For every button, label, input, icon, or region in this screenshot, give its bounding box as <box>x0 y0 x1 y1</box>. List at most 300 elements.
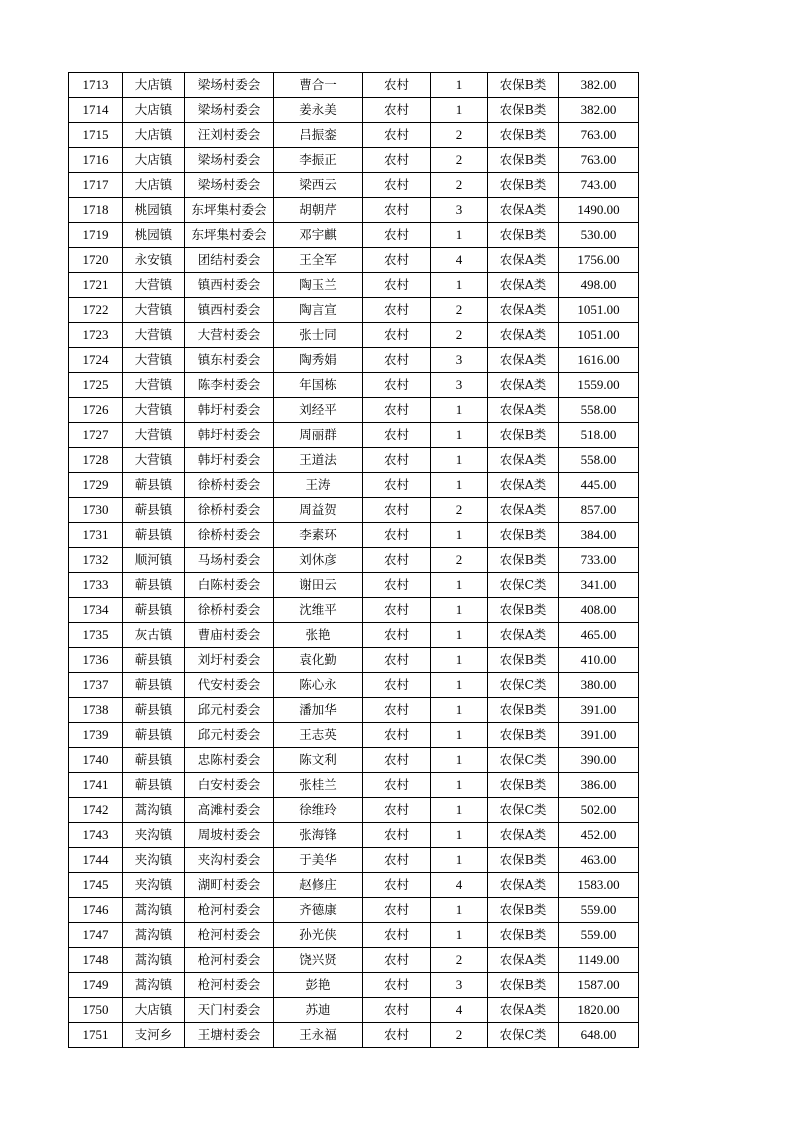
table-row <box>69 448 639 473</box>
name-cell: 谢田云 <box>274 573 363 598</box>
village-committee-cell: 镇西村委会 <box>185 273 274 298</box>
household-size-cell: 1 <box>431 798 488 823</box>
name-cell: 王道法 <box>274 448 363 473</box>
village-committee-cell: 枪河村委会 <box>185 898 274 923</box>
amount-cell: 391.00 <box>559 698 639 723</box>
name-cell: 王全军 <box>274 248 363 273</box>
household-type-cell: 农村 <box>363 973 431 998</box>
town-cell: 大店镇 <box>123 173 185 198</box>
serial-number-cell: 1744 <box>69 848 123 873</box>
table-row <box>69 223 639 248</box>
insurance-category-cell: 农保B类 <box>488 73 559 98</box>
amount-cell: 498.00 <box>559 273 639 298</box>
town-cell: 蕲县镇 <box>123 723 185 748</box>
village-committee-cell: 代安村委会 <box>185 673 274 698</box>
household-size-cell: 1 <box>431 423 488 448</box>
amount-cell: 384.00 <box>559 523 639 548</box>
amount-cell: 382.00 <box>559 73 639 98</box>
household-type-cell: 农村 <box>363 448 431 473</box>
table-row <box>69 148 639 173</box>
amount-cell: 463.00 <box>559 848 639 873</box>
household-size-cell: 1 <box>431 273 488 298</box>
insurance-category-cell: 农保B类 <box>488 548 559 573</box>
village-committee-cell: 韩圩村委会 <box>185 448 274 473</box>
amount-cell: 558.00 <box>559 448 639 473</box>
table-row <box>69 273 639 298</box>
village-committee-cell: 白安村委会 <box>185 773 274 798</box>
serial-number-cell: 1751 <box>69 1023 123 1048</box>
household-size-cell: 1 <box>431 573 488 598</box>
table-row <box>69 698 639 723</box>
village-committee-cell: 徐桥村委会 <box>185 473 274 498</box>
table-row <box>69 548 639 573</box>
table-row <box>69 73 639 98</box>
table-row <box>69 973 639 998</box>
village-committee-cell: 白陈村委会 <box>185 573 274 598</box>
household-type-cell: 农村 <box>363 873 431 898</box>
household-type-cell: 农村 <box>363 573 431 598</box>
serial-number-cell: 1731 <box>69 523 123 548</box>
town-cell: 大店镇 <box>123 148 185 173</box>
village-committee-cell: 韩圩村委会 <box>185 398 274 423</box>
name-cell: 徐维玲 <box>274 798 363 823</box>
village-committee-cell: 湖町村委会 <box>185 873 274 898</box>
amount-cell: 648.00 <box>559 1023 639 1048</box>
roster-table <box>68 72 639 1048</box>
insurance-category-cell: 农保A类 <box>488 498 559 523</box>
town-cell: 夹沟镇 <box>123 823 185 848</box>
household-size-cell: 1 <box>431 698 488 723</box>
insurance-category-cell: 农保A类 <box>488 348 559 373</box>
village-committee-cell: 邱元村委会 <box>185 698 274 723</box>
town-cell: 大营镇 <box>123 373 185 398</box>
serial-number-cell: 1748 <box>69 948 123 973</box>
insurance-category-cell: 农保C类 <box>488 1023 559 1048</box>
town-cell: 大营镇 <box>123 398 185 423</box>
town-cell: 大营镇 <box>123 273 185 298</box>
name-cell: 梁西云 <box>274 173 363 198</box>
name-cell: 袁化勤 <box>274 648 363 673</box>
name-cell: 齐德康 <box>274 898 363 923</box>
name-cell: 陈文利 <box>274 748 363 773</box>
name-cell: 饶兴贤 <box>274 948 363 973</box>
household-type-cell: 农村 <box>363 473 431 498</box>
name-cell: 吕振銮 <box>274 123 363 148</box>
household-type-cell: 农村 <box>363 373 431 398</box>
village-committee-cell: 徐桥村委会 <box>185 498 274 523</box>
village-committee-cell: 陈李村委会 <box>185 373 274 398</box>
household-type-cell: 农村 <box>363 773 431 798</box>
name-cell: 周益贺 <box>274 498 363 523</box>
name-cell: 赵修庄 <box>274 873 363 898</box>
insurance-category-cell: 农保B类 <box>488 598 559 623</box>
town-cell: 顺河镇 <box>123 548 185 573</box>
table-row <box>69 598 639 623</box>
serial-number-cell: 1718 <box>69 198 123 223</box>
household-size-cell: 2 <box>431 148 488 173</box>
town-cell: 蕲县镇 <box>123 773 185 798</box>
household-type-cell: 农村 <box>363 723 431 748</box>
insurance-category-cell: 农保A类 <box>488 998 559 1023</box>
household-size-cell: 3 <box>431 973 488 998</box>
village-committee-cell: 徐桥村委会 <box>185 598 274 623</box>
village-committee-cell: 汪刘村委会 <box>185 123 274 148</box>
village-committee-cell: 枪河村委会 <box>185 973 274 998</box>
table-row <box>69 723 639 748</box>
table-row <box>69 123 639 148</box>
village-committee-cell: 枪河村委会 <box>185 923 274 948</box>
serial-number-cell: 1717 <box>69 173 123 198</box>
name-cell: 陈心永 <box>274 673 363 698</box>
table-row <box>69 473 639 498</box>
town-cell: 大店镇 <box>123 123 185 148</box>
household-type-cell: 农村 <box>363 123 431 148</box>
amount-cell: 559.00 <box>559 898 639 923</box>
household-size-cell: 4 <box>431 998 488 1023</box>
household-size-cell: 1 <box>431 723 488 748</box>
serial-number-cell: 1739 <box>69 723 123 748</box>
town-cell: 大营镇 <box>123 423 185 448</box>
village-committee-cell: 镇西村委会 <box>185 298 274 323</box>
table-row <box>69 1023 639 1048</box>
town-cell: 蒿沟镇 <box>123 798 185 823</box>
serial-number-cell: 1747 <box>69 923 123 948</box>
household-type-cell: 农村 <box>363 598 431 623</box>
amount-cell: 341.00 <box>559 573 639 598</box>
town-cell: 蕲县镇 <box>123 748 185 773</box>
name-cell: 李振正 <box>274 148 363 173</box>
table-row <box>69 348 639 373</box>
town-cell: 灰古镇 <box>123 623 185 648</box>
household-size-cell: 2 <box>431 948 488 973</box>
amount-cell: 391.00 <box>559 723 639 748</box>
name-cell: 陶玉兰 <box>274 273 363 298</box>
household-type-cell: 农村 <box>363 923 431 948</box>
table-row <box>69 198 639 223</box>
amount-cell: 1820.00 <box>559 998 639 1023</box>
town-cell: 大营镇 <box>123 323 185 348</box>
amount-cell: 1051.00 <box>559 323 639 348</box>
amount-cell: 1616.00 <box>559 348 639 373</box>
amount-cell: 1583.00 <box>559 873 639 898</box>
insurance-category-cell: 农保A类 <box>488 623 559 648</box>
town-cell: 永安镇 <box>123 248 185 273</box>
serial-number-cell: 1730 <box>69 498 123 523</box>
household-type-cell: 农村 <box>363 198 431 223</box>
household-type-cell: 农村 <box>363 823 431 848</box>
town-cell: 大营镇 <box>123 448 185 473</box>
household-type-cell: 农村 <box>363 898 431 923</box>
household-type-cell: 农村 <box>363 148 431 173</box>
town-cell: 桃园镇 <box>123 223 185 248</box>
village-committee-cell: 梁场村委会 <box>185 73 274 98</box>
town-cell: 蕲县镇 <box>123 648 185 673</box>
serial-number-cell: 1742 <box>69 798 123 823</box>
household-type-cell: 农村 <box>363 948 431 973</box>
insurance-category-cell: 农保B类 <box>488 848 559 873</box>
table-row <box>69 248 639 273</box>
village-committee-cell: 梁场村委会 <box>185 98 274 123</box>
household-type-cell: 农村 <box>363 698 431 723</box>
table-row <box>69 173 639 198</box>
insurance-category-cell: 农保A类 <box>488 248 559 273</box>
name-cell: 邓宇麒 <box>274 223 363 248</box>
serial-number-cell: 1722 <box>69 298 123 323</box>
town-cell: 蒿沟镇 <box>123 898 185 923</box>
amount-cell: 465.00 <box>559 623 639 648</box>
household-size-cell: 2 <box>431 298 488 323</box>
name-cell: 胡朝芹 <box>274 198 363 223</box>
serial-number-cell: 1729 <box>69 473 123 498</box>
household-size-cell: 3 <box>431 348 488 373</box>
amount-cell: 502.00 <box>559 798 639 823</box>
serial-number-cell: 1734 <box>69 598 123 623</box>
amount-cell: 1587.00 <box>559 973 639 998</box>
village-committee-cell: 徐桥村委会 <box>185 523 274 548</box>
household-size-cell: 1 <box>431 623 488 648</box>
town-cell: 支河乡 <box>123 1023 185 1048</box>
household-type-cell: 农村 <box>363 398 431 423</box>
insurance-category-cell: 农保A类 <box>488 473 559 498</box>
table-row <box>69 773 639 798</box>
name-cell: 沈维平 <box>274 598 363 623</box>
table-row <box>69 948 639 973</box>
amount-cell: 733.00 <box>559 548 639 573</box>
insurance-category-cell: 农保A类 <box>488 873 559 898</box>
village-committee-cell: 夹沟村委会 <box>185 848 274 873</box>
table-row <box>69 873 639 898</box>
name-cell: 李素环 <box>274 523 363 548</box>
village-committee-cell: 马场村委会 <box>185 548 274 573</box>
name-cell: 张海锋 <box>274 823 363 848</box>
household-size-cell: 2 <box>431 1023 488 1048</box>
town-cell: 蕲县镇 <box>123 598 185 623</box>
name-cell: 张士同 <box>274 323 363 348</box>
name-cell: 张桂兰 <box>274 773 363 798</box>
insurance-category-cell: 农保B类 <box>488 223 559 248</box>
amount-cell: 1149.00 <box>559 948 639 973</box>
serial-number-cell: 1716 <box>69 148 123 173</box>
insurance-category-cell: 农保C类 <box>488 673 559 698</box>
roster-body <box>69 73 639 1048</box>
insurance-category-cell: 农保B类 <box>488 973 559 998</box>
village-committee-cell: 曹庙村委会 <box>185 623 274 648</box>
table-row <box>69 823 639 848</box>
village-committee-cell: 刘圩村委会 <box>185 648 274 673</box>
insurance-category-cell: 农保A类 <box>488 823 559 848</box>
town-cell: 夹沟镇 <box>123 873 185 898</box>
town-cell: 大店镇 <box>123 73 185 98</box>
insurance-category-cell: 农保A类 <box>488 373 559 398</box>
household-size-cell: 1 <box>431 223 488 248</box>
amount-cell: 382.00 <box>559 98 639 123</box>
village-committee-cell: 团结村委会 <box>185 248 274 273</box>
town-cell: 蕲县镇 <box>123 523 185 548</box>
table-row <box>69 923 639 948</box>
household-type-cell: 农村 <box>363 98 431 123</box>
village-committee-cell: 忠陈村委会 <box>185 748 274 773</box>
table-row <box>69 423 639 448</box>
amount-cell: 530.00 <box>559 223 639 248</box>
name-cell: 周丽群 <box>274 423 363 448</box>
household-type-cell: 农村 <box>363 548 431 573</box>
insurance-category-cell: 农保B类 <box>488 773 559 798</box>
village-committee-cell: 梁场村委会 <box>185 148 274 173</box>
insurance-category-cell: 农保A类 <box>488 323 559 348</box>
serial-number-cell: 1721 <box>69 273 123 298</box>
household-size-cell: 3 <box>431 373 488 398</box>
household-type-cell: 农村 <box>363 523 431 548</box>
name-cell: 张艳 <box>274 623 363 648</box>
village-committee-cell: 大营村委会 <box>185 323 274 348</box>
serial-number-cell: 1715 <box>69 123 123 148</box>
insurance-category-cell: 农保A类 <box>488 398 559 423</box>
table-row <box>69 898 639 923</box>
amount-cell: 558.00 <box>559 398 639 423</box>
household-size-cell: 1 <box>431 748 488 773</box>
table-row <box>69 998 639 1023</box>
name-cell: 曹合一 <box>274 73 363 98</box>
serial-number-cell: 1741 <box>69 773 123 798</box>
amount-cell: 1490.00 <box>559 198 639 223</box>
household-size-cell: 1 <box>431 73 488 98</box>
insurance-category-cell: 农保C类 <box>488 798 559 823</box>
village-committee-cell: 枪河村委会 <box>185 948 274 973</box>
insurance-category-cell: 农保B类 <box>488 923 559 948</box>
serial-number-cell: 1745 <box>69 873 123 898</box>
insurance-category-cell: 农保A类 <box>488 948 559 973</box>
name-cell: 王志英 <box>274 723 363 748</box>
town-cell: 蕲县镇 <box>123 698 185 723</box>
household-type-cell: 农村 <box>363 73 431 98</box>
amount-cell: 408.00 <box>559 598 639 623</box>
insurance-category-cell: 农保B类 <box>488 423 559 448</box>
insurance-category-cell: 农保A类 <box>488 273 559 298</box>
household-type-cell: 农村 <box>363 1023 431 1048</box>
insurance-category-cell: 农保B类 <box>488 898 559 923</box>
serial-number-cell: 1736 <box>69 648 123 673</box>
amount-cell: 445.00 <box>559 473 639 498</box>
household-type-cell: 农村 <box>363 673 431 698</box>
table-row <box>69 523 639 548</box>
serial-number-cell: 1726 <box>69 398 123 423</box>
household-size-cell: 1 <box>431 598 488 623</box>
serial-number-cell: 1750 <box>69 998 123 1023</box>
amount-cell: 410.00 <box>559 648 639 673</box>
household-size-cell: 1 <box>431 398 488 423</box>
household-size-cell: 1 <box>431 923 488 948</box>
name-cell: 刘经平 <box>274 398 363 423</box>
village-committee-cell: 高滩村委会 <box>185 798 274 823</box>
town-cell: 大营镇 <box>123 348 185 373</box>
serial-number-cell: 1720 <box>69 248 123 273</box>
household-type-cell: 农村 <box>363 298 431 323</box>
household-size-cell: 1 <box>431 848 488 873</box>
village-committee-cell: 梁场村委会 <box>185 173 274 198</box>
serial-number-cell: 1727 <box>69 423 123 448</box>
household-type-cell: 农村 <box>363 223 431 248</box>
household-size-cell: 4 <box>431 248 488 273</box>
table-row <box>69 573 639 598</box>
household-type-cell: 农村 <box>363 798 431 823</box>
town-cell: 蕲县镇 <box>123 473 185 498</box>
table-row <box>69 498 639 523</box>
name-cell: 潘加华 <box>274 698 363 723</box>
household-size-cell: 2 <box>431 548 488 573</box>
amount-cell: 380.00 <box>559 673 639 698</box>
insurance-category-cell: 农保A类 <box>488 448 559 473</box>
amount-cell: 857.00 <box>559 498 639 523</box>
name-cell: 刘休彦 <box>274 548 363 573</box>
name-cell: 王涛 <box>274 473 363 498</box>
table-row <box>69 323 639 348</box>
village-committee-cell: 东坪集村委会 <box>185 223 274 248</box>
serial-number-cell: 1725 <box>69 373 123 398</box>
village-committee-cell: 韩圩村委会 <box>185 423 274 448</box>
insurance-category-cell: 农保C类 <box>488 748 559 773</box>
amount-cell: 518.00 <box>559 423 639 448</box>
household-size-cell: 2 <box>431 173 488 198</box>
serial-number-cell: 1714 <box>69 98 123 123</box>
household-size-cell: 1 <box>431 673 488 698</box>
household-type-cell: 农村 <box>363 748 431 773</box>
village-committee-cell: 镇东村委会 <box>185 348 274 373</box>
household-type-cell: 农村 <box>363 248 431 273</box>
amount-cell: 1559.00 <box>559 373 639 398</box>
household-size-cell: 1 <box>431 523 488 548</box>
household-size-cell: 1 <box>431 448 488 473</box>
name-cell: 彭艳 <box>274 973 363 998</box>
serial-number-cell: 1723 <box>69 323 123 348</box>
village-committee-cell: 王塘村委会 <box>185 1023 274 1048</box>
table-row <box>69 98 639 123</box>
household-size-cell: 4 <box>431 873 488 898</box>
insurance-category-cell: 农保B类 <box>488 648 559 673</box>
amount-cell: 1756.00 <box>559 248 639 273</box>
name-cell: 姜永美 <box>274 98 363 123</box>
table-row <box>69 798 639 823</box>
serial-number-cell: 1719 <box>69 223 123 248</box>
amount-cell: 386.00 <box>559 773 639 798</box>
household-size-cell: 1 <box>431 98 488 123</box>
amount-cell: 390.00 <box>559 748 639 773</box>
table-row <box>69 623 639 648</box>
name-cell: 陶言宣 <box>274 298 363 323</box>
town-cell: 蒿沟镇 <box>123 923 185 948</box>
household-size-cell: 3 <box>431 198 488 223</box>
amount-cell: 763.00 <box>559 148 639 173</box>
household-type-cell: 农村 <box>363 173 431 198</box>
household-type-cell: 农村 <box>363 273 431 298</box>
town-cell: 蕲县镇 <box>123 573 185 598</box>
serial-number-cell: 1728 <box>69 448 123 473</box>
household-type-cell: 农村 <box>363 423 431 448</box>
household-type-cell: 农村 <box>363 348 431 373</box>
household-size-cell: 1 <box>431 823 488 848</box>
serial-number-cell: 1740 <box>69 748 123 773</box>
serial-number-cell: 1737 <box>69 673 123 698</box>
village-committee-cell: 周坡村委会 <box>185 823 274 848</box>
household-type-cell: 农村 <box>363 648 431 673</box>
serial-number-cell: 1724 <box>69 348 123 373</box>
town-cell: 大店镇 <box>123 998 185 1023</box>
name-cell: 年国栋 <box>274 373 363 398</box>
household-size-cell: 1 <box>431 473 488 498</box>
amount-cell: 743.00 <box>559 173 639 198</box>
village-committee-cell: 邱元村委会 <box>185 723 274 748</box>
name-cell: 陶秀娟 <box>274 348 363 373</box>
household-size-cell: 1 <box>431 648 488 673</box>
